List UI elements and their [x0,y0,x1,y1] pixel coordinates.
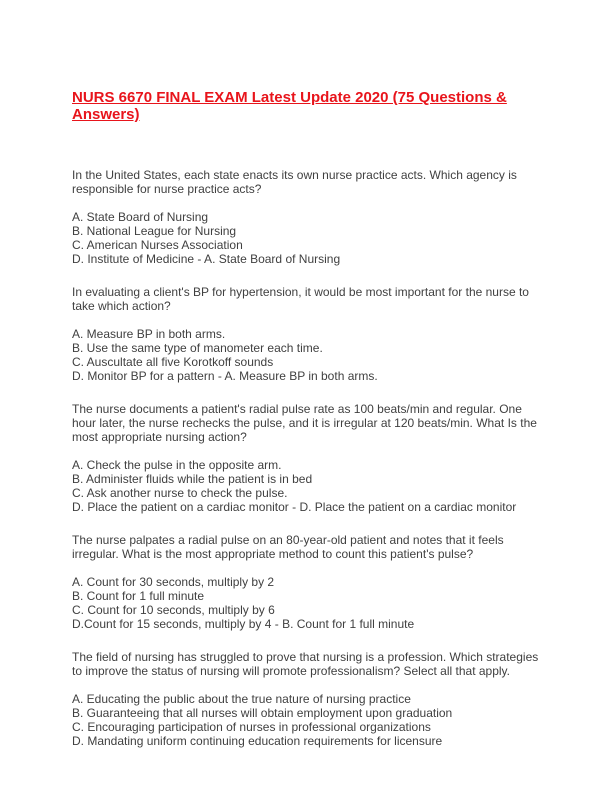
question-text: The nurse documents a patient's radial pulse rate as 100 beats/min and regular. One hour later, the nurse rechecks the pulse, and it is irregular at 120 beats/min. What Is the most appropriate nursing action? [72,402,537,444]
answer-option: D. Mandating uniform continuing education requirements for licensure [72,734,443,748]
answer-option: D. Place the patient on a cardiac monitor - D. Place the patient on a cardiac monitor [72,500,517,514]
question-text: The nurse palpates a radial pulse on an 80-year-old patient and notes that it feels irregular. What is the most appropriate method to count this patient's pulse? [72,533,504,561]
answer-option: A. Measure BP in both arms. [72,327,226,341]
answer-option: D.Count for 15 seconds, multiply by 4 - B. Count for 1 full minute [72,617,415,631]
answer-option: A. Check the pulse in the opposite arm. [72,458,282,472]
answer-option: B. Count for 1 full minute [72,589,205,603]
question-2 [72,285,542,383]
question-text: In evaluating a client's BP for hypertension, it would be most important for the nurse to take which action? [72,285,529,313]
answer-options [72,692,542,748]
answer-option: A. Educating the public about the true nature of nursing practice [72,692,411,706]
answer-option: B. Guaranteeing that all nurses will obtain employment upon graduation [72,706,453,720]
question-text: The field of nursing has struggled to prove that nursing is a profession. Which strategies to improve the status of nursing will promote professionalism? Select all that apply. [72,650,539,678]
answer-option: B. Administer fluids while the patient is in bed [72,472,313,486]
question-3 [72,402,542,514]
question-text: In the United States, each state enacts its own nurse practice acts. Which agency is responsible for nurse practice acts? [72,168,517,196]
answer-option: C. Ask another nurse to check the pulse. [72,486,288,500]
answer-option: A. State Board of Nursing [72,210,209,224]
question-4 [72,533,542,631]
answer-option: B. Use the same type of manometer each time. [72,341,323,355]
answer-options [72,327,542,383]
answer-option: D. Institute of Medicine - A. State Board of Nursing [72,252,341,266]
document-title: NURS 6670 FINAL EXAM Latest Update 2020 (75 Questions & Answers) [72,89,507,123]
answer-option: C. American Nurses Association [72,238,243,252]
answer-options [72,458,542,514]
answer-options [72,210,542,266]
answer-option: D. Monitor BP for a pattern - A. Measure BP in both arms. [72,369,378,383]
question-5 [72,650,542,748]
question-1 [72,168,542,266]
answer-option: C. Encouraging participation of nurses in professional organizations [72,720,431,734]
answer-option: C. Count for 10 seconds, multiply by 6 [72,603,275,617]
answer-option: A. Count for 30 seconds, multiply by 2 [72,575,275,589]
answer-options [72,575,542,631]
answer-option: C. Auscultate all five Korotkoff sounds [72,355,274,369]
document-page [72,89,542,767]
answer-option: B. National League for Nursing [72,224,237,238]
